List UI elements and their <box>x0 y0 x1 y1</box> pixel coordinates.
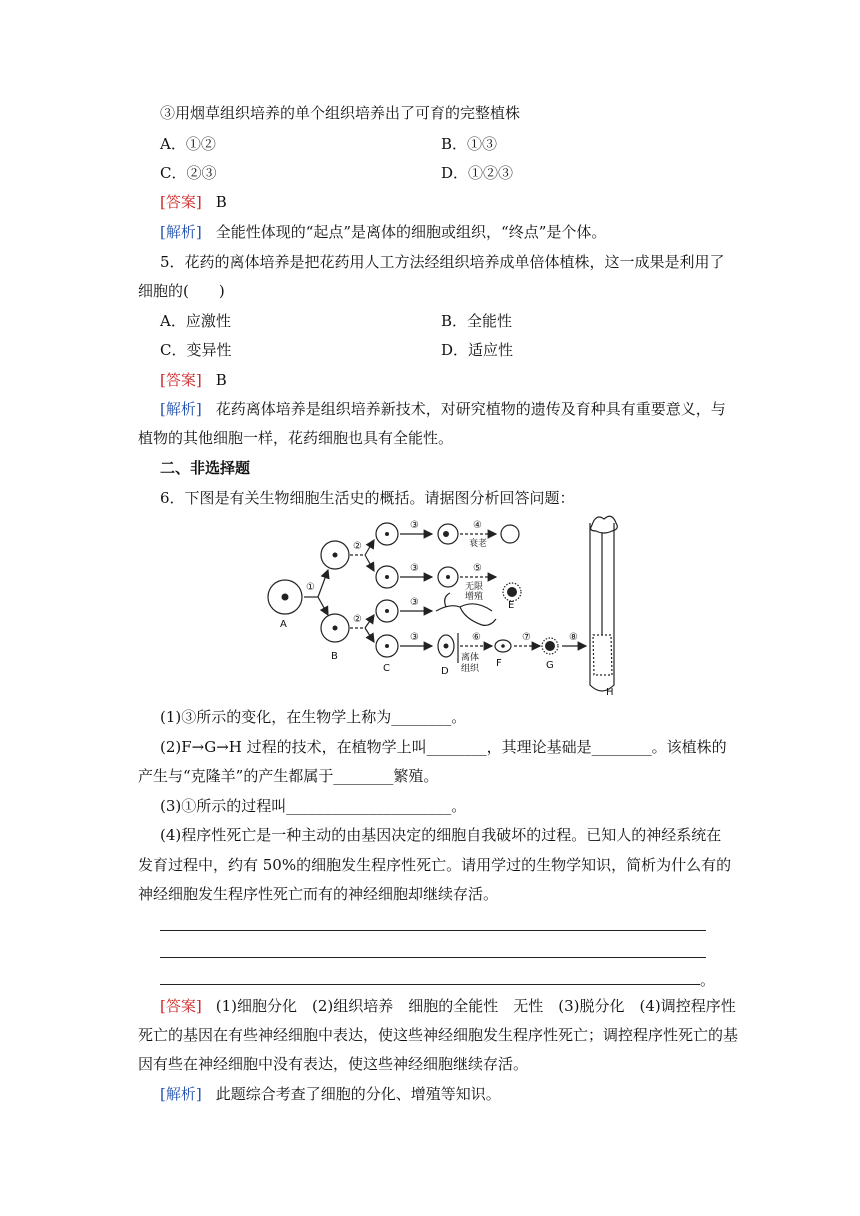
diagram-label-h: H <box>606 687 614 698</box>
diagram-label-aging: 衰老 <box>469 539 488 549</box>
diagram-label-c: C <box>383 663 390 674</box>
q5-option-d: D．适应性 <box>441 341 514 359</box>
q4-answer <box>160 192 227 212</box>
diagram-label-zengzhi: 增殖 <box>465 592 484 602</box>
q6-answer-line-3: 因有些在神经细胞中没有表达，使这些神经细胞继续存活。 <box>138 1055 529 1073</box>
q6-part-4-line-1: (4)程序性死亡是一种主动的由基因决定的细胞自我破坏的过程。已知人的神经系统在 <box>160 826 722 844</box>
diagram-label-e: E <box>508 600 515 611</box>
q5-answer <box>160 370 227 390</box>
diagram-step-2b: ② <box>353 614 362 625</box>
diagram-step-3d: ③ <box>410 632 419 643</box>
answer-value: B <box>215 193 227 211</box>
diagram-label-a: A <box>280 619 287 630</box>
q4-item-3: ③用烟草组织培养的单个组织培养出了可育的完整植株 <box>160 104 521 122</box>
q6-part-1: (1)③所示的变化，在生物学上称为________。 <box>160 708 467 726</box>
section-heading: 二、非选择题 <box>160 459 251 477</box>
analysis-tag: [解析] <box>160 400 202 418</box>
q6-part-4-line-2: 发育过程中，约有 50%的细胞发生程序性死亡。请用学过的生物学知识，简析为什么有的 <box>138 856 732 874</box>
diagram-step-2a: ② <box>353 541 362 552</box>
diagram-label-g: G <box>546 660 554 671</box>
diagram-label-zuzhi: 组织 <box>461 664 480 674</box>
answer-blank-line-2 <box>160 957 706 958</box>
q6-analysis <box>160 1084 501 1104</box>
answer-blank-end-mark: 。 <box>700 971 716 989</box>
q4-option-c: C．②③ <box>160 164 217 182</box>
q5-option-a: A．应激性 <box>160 312 231 330</box>
q6-stem: 6．下图是有关生物细胞生活史的概括。请据图分析回答问题： <box>160 489 575 507</box>
q4-analysis <box>160 222 606 242</box>
q6-part-4-line-3: 神经细胞发生程序性死亡而有的神经细胞却继续存活。 <box>138 885 499 903</box>
q6-part-3: (3)①所示的过程叫______________________。 <box>160 797 467 815</box>
q4-option-a: A．①② <box>160 135 216 153</box>
q6-answer-line-1 <box>160 996 736 1016</box>
q4-option-d: D．①②③ <box>441 164 514 182</box>
diagram-label-b: B <box>331 651 338 662</box>
diagram-label-f: F <box>496 658 502 669</box>
diagram-step-3c: ③ <box>410 597 419 608</box>
q5-stem-line-2: 细胞的( ) <box>138 282 225 300</box>
diagram-step-3b: ③ <box>410 563 419 574</box>
answer-tag: [答案] <box>160 193 202 211</box>
q4-option-b: B．①③ <box>441 135 498 153</box>
diagram-step-4: ④ <box>473 520 482 531</box>
q6-part-2-line-2: 产生与“克隆羊”的产生都属于________繁殖。 <box>138 767 439 785</box>
answer-tag: [答案] <box>160 371 202 389</box>
diagram-label-wuxian: 无限 <box>465 582 484 592</box>
diagram-step-5: ⑤ <box>473 563 482 574</box>
diagram-step-1: ① <box>306 582 315 593</box>
analysis-text: 此题综合考查了细胞的分化、增殖等知识。 <box>215 1085 501 1103</box>
answer-tag: [答案] <box>160 997 202 1015</box>
q5-analysis-line-2: 植物的其他细胞一样，花药细胞也具有全能性。 <box>138 429 454 447</box>
q6-answer-line-2: 死亡的基因在有些神经细胞中表达，使这些神经细胞发生程序性死亡；调控程序性死亡的基 <box>138 1026 739 1044</box>
diagram-step-7: ⑦ <box>522 632 531 643</box>
analysis-text: 花药离体培养是组织培养新技术，对研究植物的遗传及育种具有重要意义，与 <box>215 400 726 418</box>
diagram-step-3a: ③ <box>410 520 419 531</box>
diagram-step-8: ⑧ <box>569 632 578 643</box>
analysis-text: 全能性体现的“起点”是离体的细胞或组织，“终点”是个体。 <box>215 223 607 241</box>
answer-text: (1)细胞分化 (2)组织培养 细胞的全能性 无性 (3)脱分化 (4)调控程序性 <box>215 997 736 1015</box>
q5-analysis-line-1 <box>160 399 726 419</box>
answer-value: B <box>215 371 227 389</box>
cell-life-history-diagram <box>260 515 620 700</box>
analysis-tag: [解析] <box>160 1085 202 1103</box>
answer-blank-line-3 <box>160 984 700 985</box>
analysis-tag: [解析] <box>160 223 202 241</box>
q5-option-c: C．变异性 <box>160 341 232 359</box>
diagram-step-6: ⑥ <box>472 632 481 643</box>
q6-part-2-line-1: (2)F→G→H 过程的技术，在植物学上叫________，其理论基础是________。该植株的 <box>160 738 727 756</box>
diagram-label-liti: 离体 <box>461 653 480 663</box>
answer-blank-line-1 <box>160 930 706 931</box>
q5-stem-line-1: 5．花药的离体培养是把花药用人工方法经组织培养成单倍体植株，这一成果是利用了 <box>160 253 725 271</box>
diagram-label-d: D <box>441 666 449 677</box>
q5-option-b: B．全能性 <box>441 312 513 330</box>
